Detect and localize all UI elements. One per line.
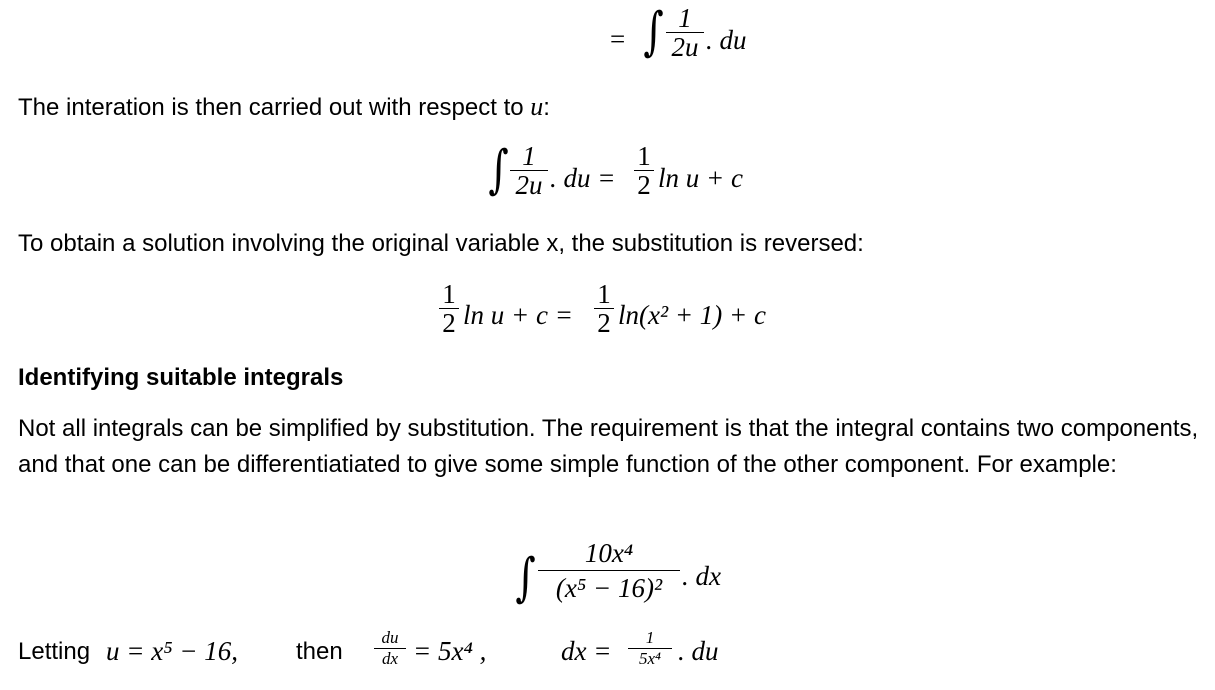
du-differential: . du <box>678 636 719 666</box>
derivative-result: = 5x⁴ , <box>413 636 487 666</box>
dx-equals: dx = <box>561 636 612 666</box>
letting-label: Letting <box>18 638 91 665</box>
then-label: then <box>296 638 343 665</box>
left-side: ln u + c = <box>463 300 573 330</box>
differential: . du <box>706 25 747 55</box>
derivative-fraction: $\frac{du}{dx}$ <box>374 628 406 669</box>
section-heading: Identifying suitable integrals <box>18 364 344 391</box>
paragraph-integration-wrt-u: The interation is then carried out with respect to u: <box>18 92 550 121</box>
result: ln u + c <box>658 163 743 193</box>
differential-equals: . du = <box>550 163 616 193</box>
right-side: ln(x² + 1) + c <box>618 300 766 330</box>
fraction: $\frac{1}{2u}$ <box>510 142 548 199</box>
paragraph-reverse-substitution: To obtain a solution involving the original variable x, the substitution is reversed: <box>18 230 864 257</box>
integral-sign: ∫ <box>515 548 536 608</box>
differential: . dx <box>682 561 721 591</box>
fraction: $\frac{1}{2u}$ <box>666 4 704 61</box>
paragraph-requirements: Not all integrals can be simplified by substitution. The requirement is that the integral contains two components, and that one can be differentiatiated to give some simple function of the other component. For example: <box>18 415 1199 478</box>
integral-sign: ∫ <box>643 2 664 62</box>
fraction-half: $\frac{1}{2}$ <box>594 280 614 337</box>
substitution-expression: u = x⁵ − 16, <box>106 636 239 666</box>
fraction-half: $\frac{1}{2}$ <box>634 142 654 199</box>
fraction: $\frac{\text{10x⁴}}{\text{(x⁵ − 16)²}}$ <box>538 536 680 605</box>
integral-sign: ∫ <box>488 140 509 200</box>
equals-sign: = <box>610 24 626 54</box>
reciprocal-fraction: $\frac{1}{\text{5x⁴}}$ <box>628 628 672 669</box>
fraction-half: $\frac{1}{2}$ <box>439 280 459 337</box>
